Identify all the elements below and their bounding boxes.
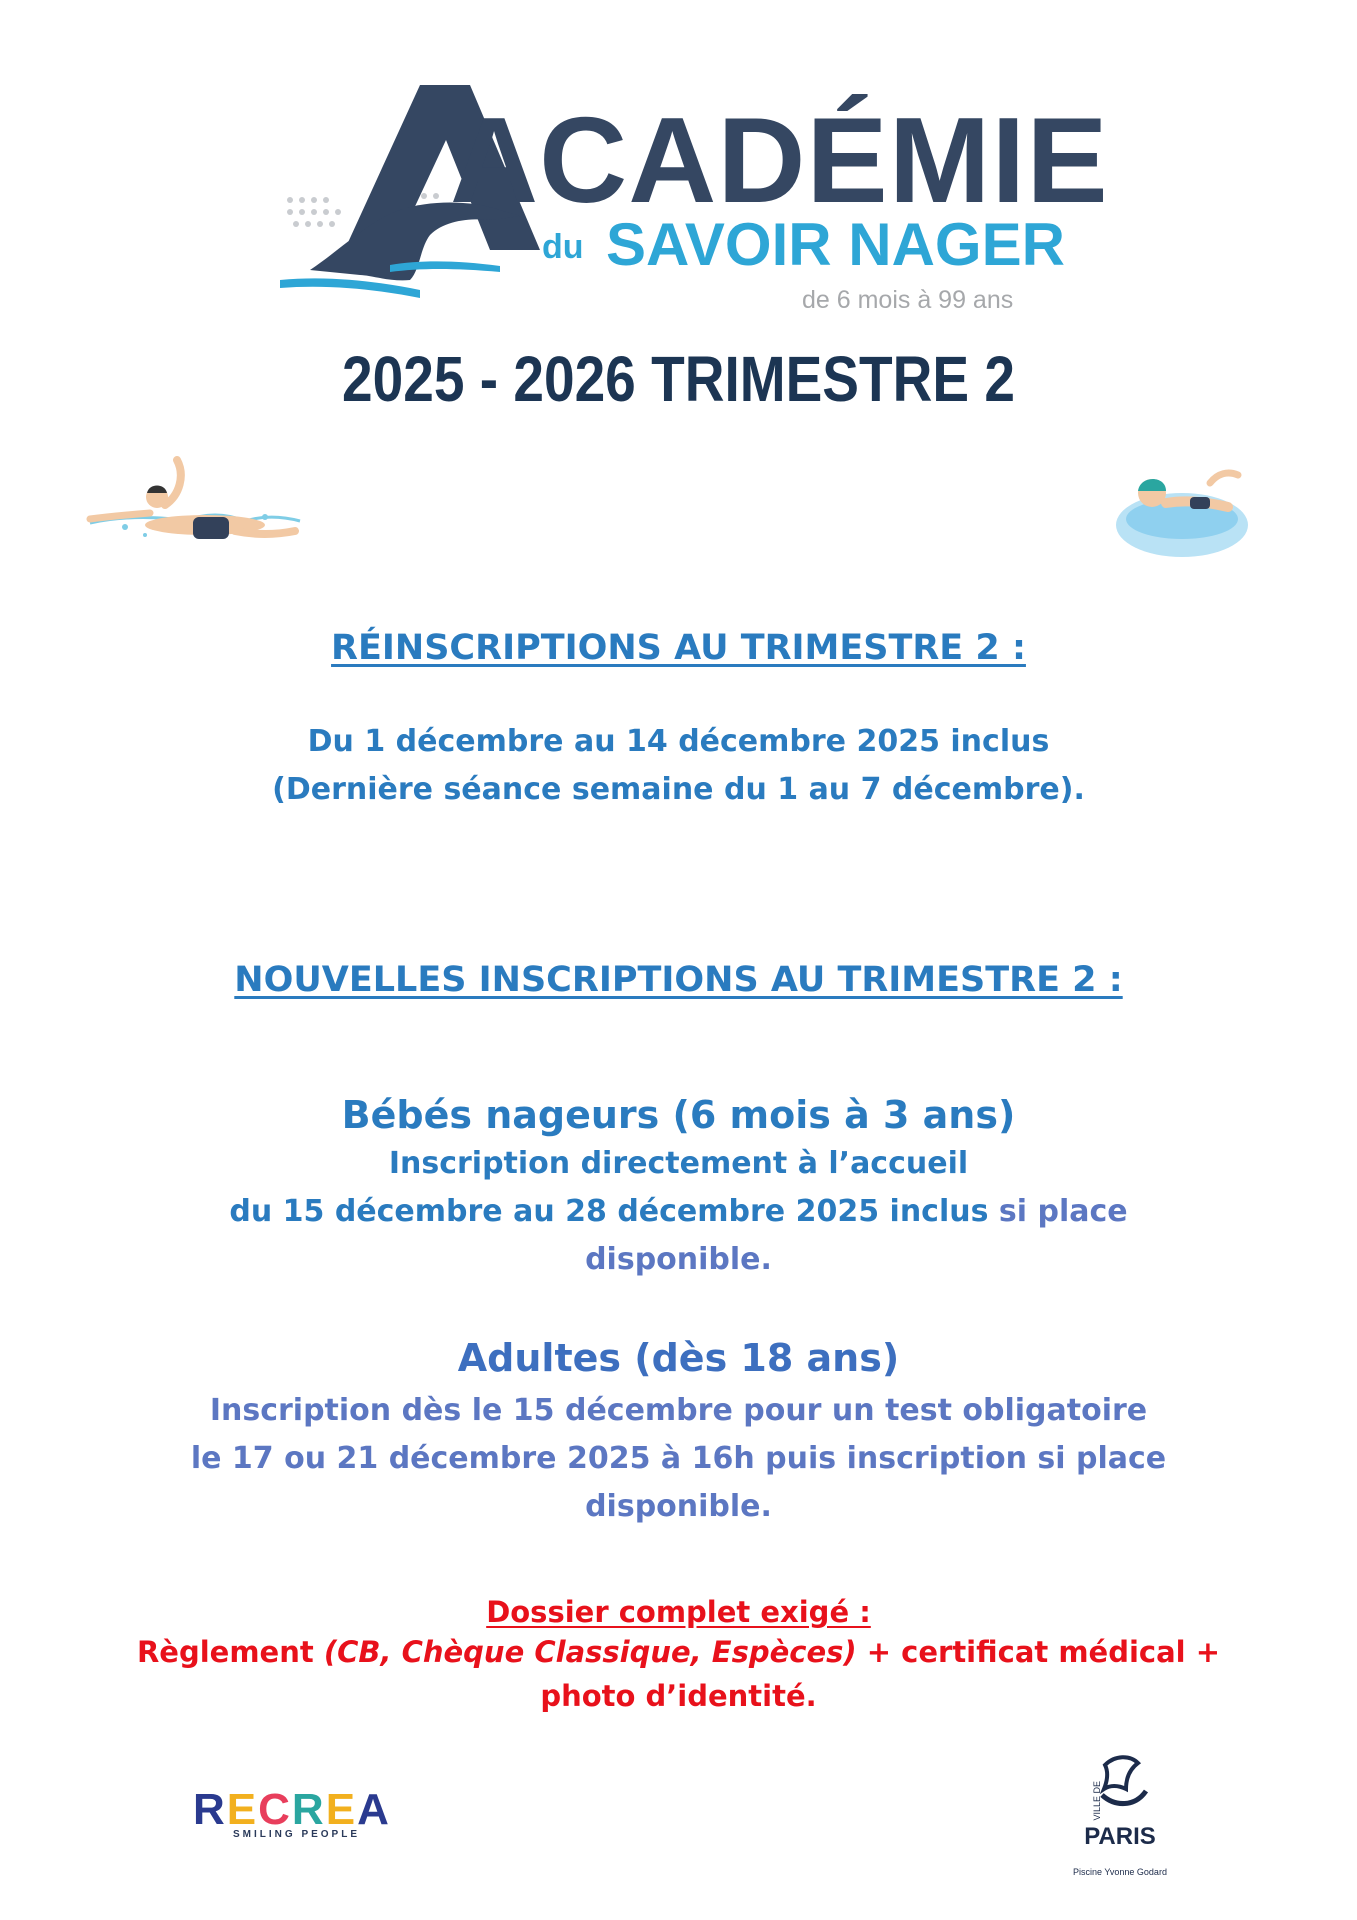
- dossier-text: [0, 1630, 1357, 1718]
- dossier-title: Dossier complet exigé :: [486, 1595, 871, 1629]
- nouvelles-inscriptions-heading: NOUVELLES INSCRIPTIONS AU TRIMESTRE 2 :: [234, 960, 1123, 1000]
- recrea-tagline: SMILING PEOPLE: [233, 1829, 361, 1840]
- bebes-nageurs-title: Bébés nageurs (6 mois à 3 ans): [341, 1093, 1016, 1137]
- bebes-nageurs-text: [0, 1140, 1357, 1284]
- swimmer-right-icon: [1110, 463, 1252, 558]
- ville-de-paris-logo: [1030, 1745, 1210, 1885]
- recrea-letter: R: [291, 1785, 326, 1834]
- adultes-title: Adultes (dès 18 ans): [457, 1336, 900, 1380]
- recrea-letter: E: [226, 1785, 259, 1834]
- paris-piscine-name: Piscine Yvonne Godard: [1073, 1867, 1167, 1877]
- logo-age-range: de 6 mois à 99 ans: [802, 286, 1014, 314]
- logo-savoir-nager-text: SAVOIR NAGER: [606, 211, 1065, 278]
- dossier-payment-methods: (CB, Chèque Classique, Espèces): [323, 1635, 857, 1669]
- paris-name: PARIS: [1084, 1823, 1156, 1850]
- dossier-certificat: + certificat médical +: [856, 1635, 1221, 1669]
- paris-boat-icon: [1030, 1745, 1210, 1825]
- adultes-text: [0, 1387, 1357, 1531]
- reinscriptions-line-2: (Dernière séance semaine du 1 au 7 décembre).: [272, 772, 1085, 807]
- reinscriptions-line-1: Du 1 décembre au 14 décembre 2025 inclus: [307, 724, 1050, 759]
- adultes-line-2: le 17 ou 21 décembre 2025 à 16h puis inscription si place: [190, 1441, 1167, 1476]
- adultes-line-1: Inscription dès le 15 décembre pour un test obligatoire: [209, 1393, 1148, 1428]
- dossier-line-2: photo d’identité.: [540, 1679, 817, 1713]
- bebes-line-1: Inscription directement à l’accueil: [388, 1146, 969, 1181]
- bebes-line-3: disponible.: [585, 1242, 772, 1277]
- recrea-logo: [193, 1785, 393, 1845]
- recrea-letter: R: [193, 1785, 227, 1834]
- dossier-line-1: [0, 1630, 1357, 1674]
- logo-du-text: du: [542, 228, 584, 266]
- academie-logo: [270, 70, 1109, 330]
- reinscriptions-heading: RÉINSCRIPTIONS AU TRIMESTRE 2 :: [331, 628, 1026, 668]
- recrea-letter: A: [357, 1785, 391, 1834]
- recrea-letter: E: [325, 1785, 358, 1834]
- bebes-dates: du 15 décembre au 28 décembre 2025 inclus: [229, 1194, 989, 1229]
- paris-ville-de: VILLE DE: [1092, 1781, 1102, 1821]
- swimmer-left-icon: [85, 455, 305, 565]
- logo-academie-text: ACADÉMIE: [450, 92, 1109, 228]
- dossier-reglement: Règlement: [136, 1635, 324, 1669]
- reinscriptions-dates: [0, 718, 1357, 814]
- adultes-line-3: disponible.: [585, 1489, 772, 1524]
- bebes-si-place: si place: [988, 1194, 1128, 1229]
- bebes-line-2: [0, 1188, 1357, 1236]
- recrea-wordmark: [193, 1785, 391, 1835]
- page-title: 2025 - 2026 TRIMESTRE 2: [341, 343, 1016, 415]
- recrea-letter: C: [258, 1785, 292, 1834]
